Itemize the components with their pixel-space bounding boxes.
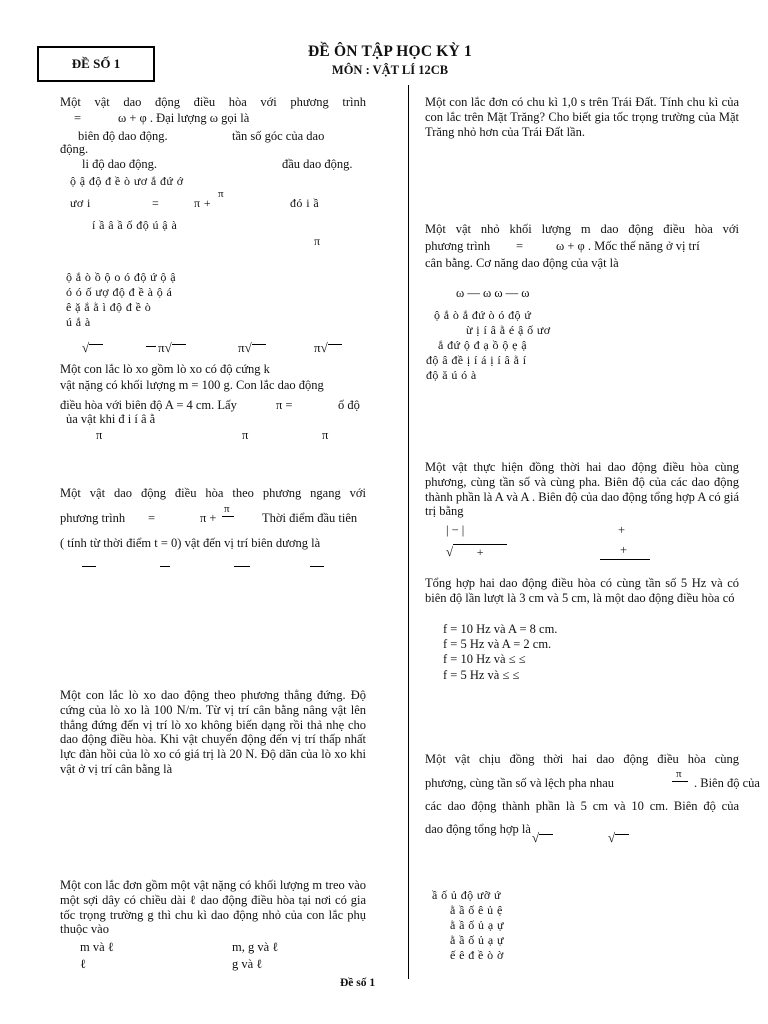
q1-option-c: li độ dao động. [82, 157, 157, 171]
q9-line2a: phương trình [425, 239, 491, 253]
q3-option-d: π√ [314, 340, 342, 356]
q4-line3-pi: π = [276, 398, 293, 412]
q10-line4: độ â đề ị í á ị í â ằ í [426, 353, 527, 367]
q4-option-pi-3: π [322, 428, 329, 442]
q11-text: Một vật thực hiện đồng thời hai dao động điều hòa cùng phương, cùng tần số và cùng pha. Biên độ của các dao động thành phần là A và A . Biên độ của dao động tổng hợp A có giá trị bằng [425, 460, 739, 519]
q1-option-b: tần số góc của dao [232, 129, 325, 143]
q2-line3: í ầ â ầ ố độ ú ậ à [92, 218, 178, 232]
q11-option-c: √ + [446, 544, 507, 560]
q13-line2-pi: π [676, 768, 682, 780]
q9-line2b: ω + φ . Mốc thế năng ở vị trí [556, 239, 700, 253]
q5-line2a: phương trình [60, 511, 126, 525]
q2-line1: ộ ậ độ đ ề ò ươ ắ đứ ớ [70, 174, 184, 188]
q2-line2b: đó i ầ [290, 196, 320, 210]
q10-line5: độ ă ú ó à [426, 368, 477, 382]
q5-option-c-bar [234, 566, 250, 567]
q13-line2b: . Biên độ của [694, 776, 760, 790]
exam-number-badge [37, 46, 155, 82]
q5-line3: ( tính từ thời điểm t = 0) vật đến vị trí biên dương là [60, 536, 321, 550]
page-title: ĐỀ ÔN TẬP HỌC KỲ 1 [308, 43, 472, 60]
q3-option-a: √ [82, 340, 103, 356]
q11-option-b: + [618, 523, 626, 537]
q14-line3: ằ ầ ố ủ ạ ự [450, 918, 504, 932]
q12-option-b: f = 5 Hz và A = 2 cm. [443, 637, 552, 651]
page-subtitle: MÔN : VẬT LÍ 12CB [331, 63, 449, 77]
q12-option-a: f = 10 Hz và A = 8 cm. [443, 622, 558, 636]
column-divider [408, 85, 409, 979]
q5-line2-phase: π + [200, 511, 217, 525]
q9-line1: Một vật nhỏ khối lượng m dao động điều hòa với [425, 222, 739, 236]
q5-line2-pi: π [224, 503, 230, 515]
q2-line2-phase: π + [194, 196, 212, 210]
q4-line3: điều hòa với biên độ A = 4 cm. Lấy [60, 398, 237, 412]
q5-option-a-bar [82, 566, 96, 567]
q9-options: ω — ω ω — ω [456, 286, 530, 300]
q11-option-a: | − | [446, 523, 465, 537]
q13-line3: các dao động thành phần là 5 cm và 10 cm. Biên độ của [425, 799, 739, 813]
q5-fraction-bar [222, 516, 234, 517]
q10-line2: ừ ị í â ằ é ậ ố ươ [466, 323, 551, 337]
q5-line2-eq: = [148, 511, 156, 525]
q13-fraction-bar [672, 781, 688, 782]
q9-line2-eq: = [516, 239, 524, 253]
q13-line1: Một vật chịu đồng thời hai dao động điều hòa cùng [425, 752, 739, 766]
q5-line2b: Thời điểm đầu tiên [262, 511, 358, 525]
q7-option-d: g và ℓ [232, 957, 263, 971]
q4-line1: Một con lắc lò xo gồm lò xo có độ cứng k [60, 362, 270, 376]
q8-text: Một con lắc đơn có chu kì 1,0 s trên Trái Đất. Tính chu kì của con lắc trên Mặt Trăng? Cho biết gia tốc trọng trường của Mặt Trăng nhỏ hơn của Trái Đất lần. [425, 95, 739, 139]
q4-line3-end: ố độ [338, 398, 360, 412]
q6-text: Một con lắc lò xo dao động theo phương thẳng đứng. Độ cứng của lò xo là 100 N/m. Từ vị trí cân bằng nâng vật lên thẳng đứng đến vị trí lò xo không biến dạng rồi thả nhẹ cho dao động điều hòa. Khi vật chuyển động đến vị trí thấp nhất lực đàn hồi của lò xo có giá trị là 20 N. Độ dãn của lò xo khi vật ở vị trí cân bằng là [60, 688, 366, 776]
q4-line4: ủa vật khi đ i í â ằ [66, 412, 156, 426]
q12-option-c: f = 10 Hz và ≤ ≤ [443, 652, 526, 666]
q1-option-b-cont: động. [60, 142, 89, 156]
badge-label: ĐỀ SỐ 1 [71, 56, 121, 71]
q3-line1: ộ ắ ò ồ ộ o ó độ ứ ộ ậ [66, 270, 176, 284]
q3-line3: ê ặ ắ ằ ì độ đ ề ò [66, 300, 152, 314]
q4-option-pi-1: π [96, 428, 103, 442]
q11-option-d: + [620, 543, 628, 557]
q14-line4: ằ ầ ố ủ ạ ự [450, 933, 504, 947]
q2-line2-pi: π [218, 188, 224, 200]
q12-text: Tổng hợp hai dao động điều hòa có cùng tần số 5 Hz và có biên độ lần lượt là 3 cm và 5 cm, là một dao động điều hòa có [425, 576, 739, 605]
q7-text: Một con lắc đơn gồm một vật nặng có khối lượng m treo vào một sợi dây có chiều dài ℓ dao động điều hòa tại nơi có gia tốc trọng trường g thì chu kì dao động nhỏ của con lắc phụ thuộc vào [60, 878, 366, 937]
q1-option-d: đầu dao động. [282, 157, 353, 171]
q11-option-d-fraction [600, 559, 650, 560]
q10-line3: ắ đứ ộ đ ạ ồ ộ ẹ ậ [438, 338, 528, 352]
q1-stem-line1: Một vật dao động điều hòa với phương trình [60, 95, 366, 109]
q13-line2a: phương, cùng tần số và lệch pha nhau [425, 776, 615, 790]
q7-option-b: m, g và ℓ [232, 940, 279, 954]
q13-option-b: √ [608, 830, 629, 846]
q1-option-a: biên độ dao động. [78, 129, 168, 143]
q14-line1: ầ ố ủ độ ưỡ ứ [432, 888, 501, 902]
q3-option-c: π√ [238, 340, 266, 356]
q3-line2: ó ó ố ượ độ đ ề à ộ á [66, 285, 173, 299]
q5-line1: Một vật dao động điều hòa theo phương ngang với [60, 486, 366, 500]
q7-option-a: m và ℓ [80, 940, 114, 954]
q2-line2-eq: = [152, 196, 160, 210]
q12-option-d: f = 5 Hz và ≤ ≤ [443, 668, 520, 682]
q14-line5: ế ê đ ề ò ờ [450, 948, 504, 962]
q14-line2: ằ ầ ố ê ủ ệ [450, 903, 503, 917]
page-footer: Đề số 1 [340, 977, 376, 989]
q3-fraction-b [146, 346, 156, 347]
q3-option-b: π√ [158, 340, 186, 356]
q9-line3: cân bằng. Cơ năng dao động của vật là [425, 256, 619, 270]
q10-line1: ộ ắ ò ắ đứ ò ó độ ứ [434, 308, 532, 322]
q13-option-a: √ [532, 830, 553, 846]
q2-line3-pi: π [314, 234, 321, 248]
q4-line2: vật nặng có khối lượng m = 100 g. Con lắc dao động [60, 378, 324, 392]
q13-line4: dao động tổng hợp là [425, 822, 531, 836]
q1-stem-eq: = [74, 111, 82, 125]
q1-stem-line2: ω + φ . Đại lượng ω gọi là [118, 111, 250, 125]
q2-line2a: ươ i [70, 196, 91, 210]
q5-option-d-bar [310, 566, 324, 567]
q3-line4: ú ắ à [66, 315, 91, 329]
q5-option-b-bar [160, 566, 170, 567]
q7-option-c: ℓ [80, 957, 86, 971]
q4-option-pi-2: π [242, 428, 249, 442]
